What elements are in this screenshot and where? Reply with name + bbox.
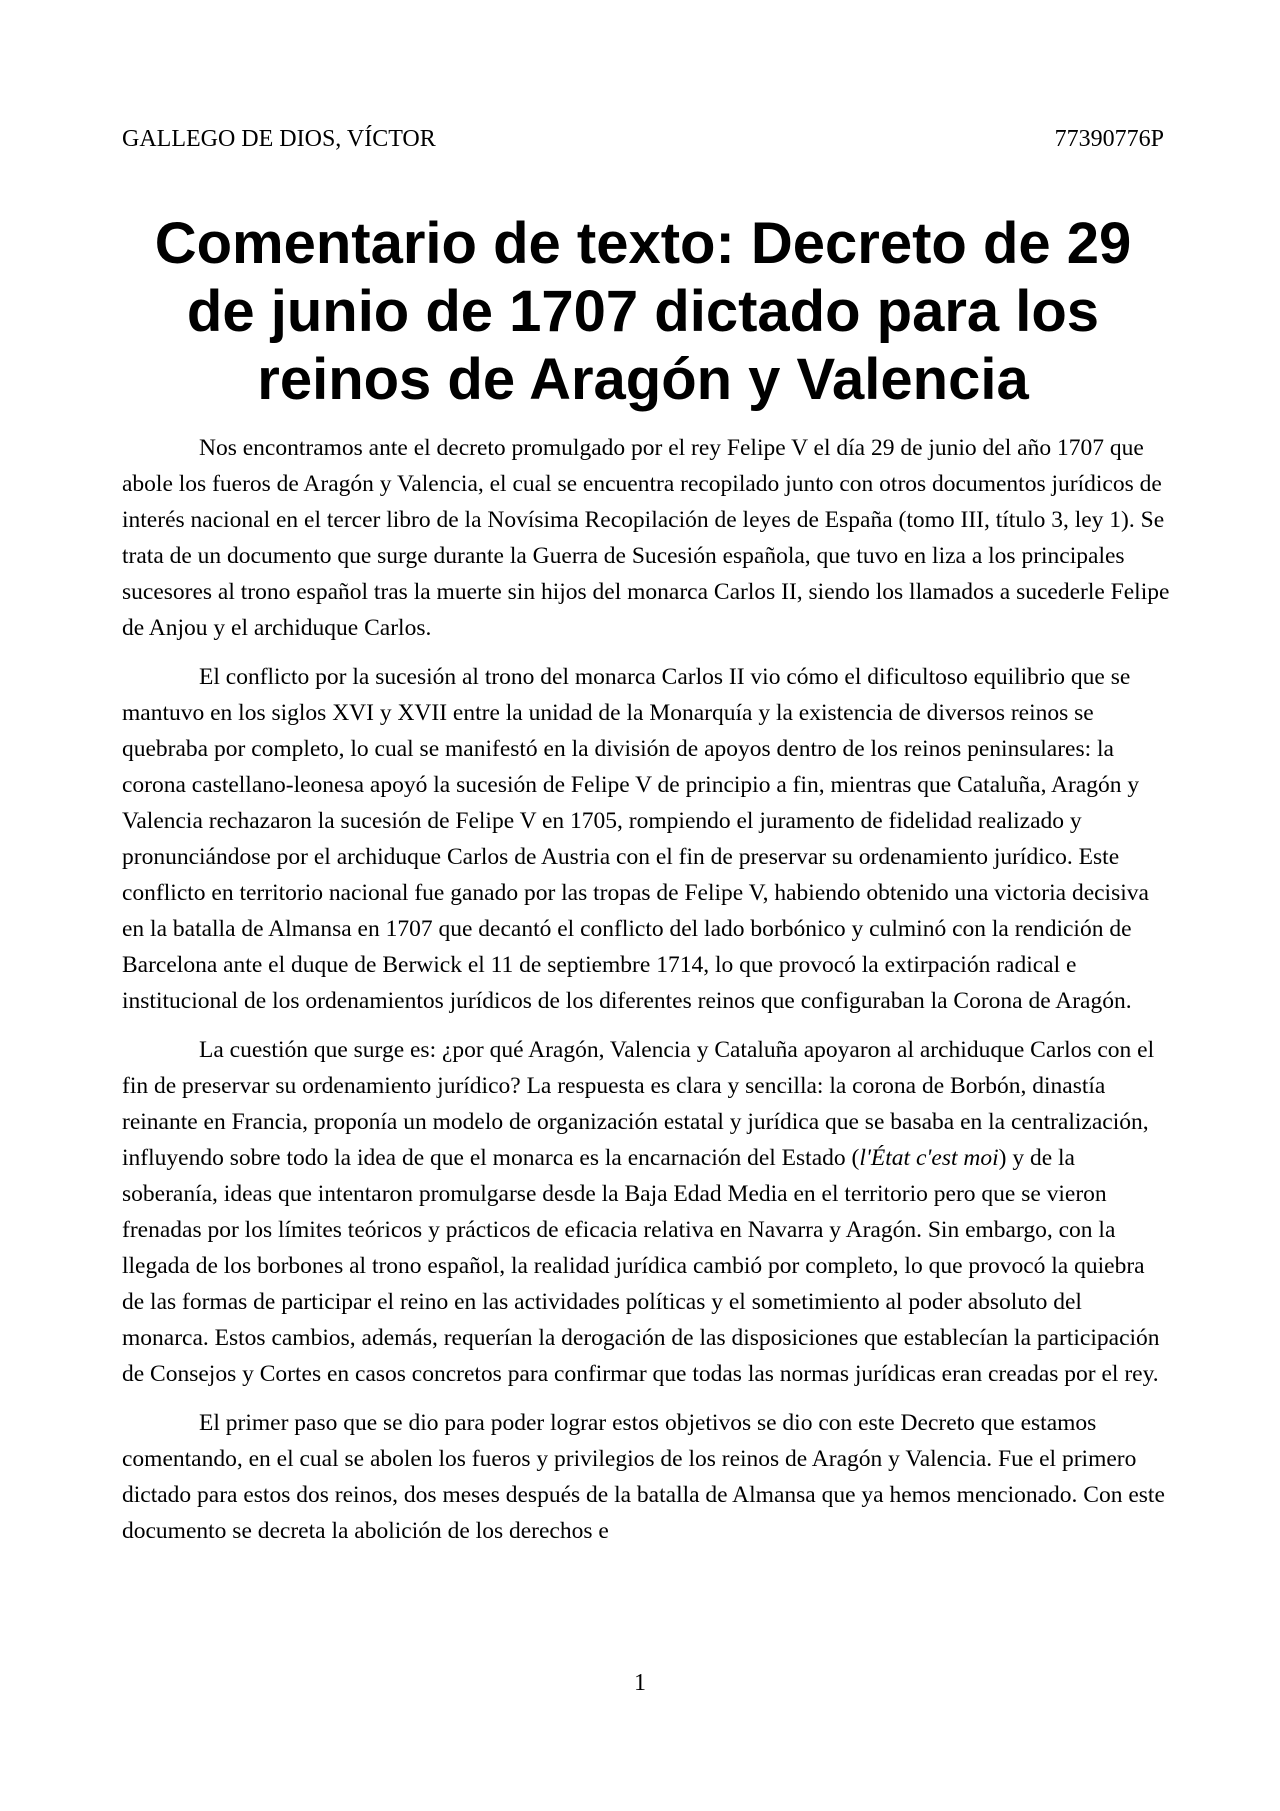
id-number: 77390776P	[1054, 126, 1164, 152]
paragraph-3-part-2: ) y de la soberanía, ideas que intentaron promulgarse desde la Baja Edad Media en el territorio pero que se vieron frenadas por los límites teóricos y prácticos de eficacia relativa en Navarra y Aragón. Sin embargo, con la llegada de los borbones al trono español, la realidad jurídica cambió por completo, lo que provocó la quiebra de las formas de participar el reino en las actividades políticas y el sometimiento al poder absoluto del monarca. Estos cambios, además, requerían la derogación de las disposiciones que establecían la participación de Consejos y Cortes en casos concretos para confirmar que todas las normas jurídicas eran creadas por el rey.	[122, 1145, 1160, 1387]
paragraph-3-part-1: La cuestión que surge es: ¿por qué Aragón, Valencia y Cataluña apoyaron al archiduque Carlos con el fin de preservar su ordenamiento jurídico? La respuesta es clara y sencilla: la corona de Borbón, dinastía reinante en Francia, proponía un modelo de organización estatal y jurídica que se basaba en la centralización, influyendo sobre todo la idea de que el monarca es la encarnación del Estado (	[122, 1037, 1155, 1171]
page-footer	[0, 1668, 1280, 1698]
paragraph-3-italic-phrase: l'État c'est moi	[859, 1145, 999, 1171]
author-name: GALLEGO DE DIOS, VÍCTOR	[122, 126, 436, 152]
paragraph-2: El conflicto por la sucesión al trono del monarca Carlos II vio cómo el dificultoso equilibrio que se mantuvo en los siglos XVI y XVII entre la unidad de la Monarquía y la existencia de diversos reinos se quebraba por completo, lo cual se manifestó en la división de apoyos dentro de los reinos peninsulares: la corona castellano-leonesa apoyó la sucesión de Felipe V de principio a fin, mientras que Cataluña, Aragón y Valencia rechazaron la sucesión de Felipe V en 1705, rompiendo el juramento de fidelidad realizado y pronunciándose por el archiduque Carlos de Austria con el fin de preservar su ordenamiento jurídico. Este conflicto en territorio nacional fue ganado por las tropas de Felipe V, habiendo obtenido una victoria decisiva en la batalla de Almansa en 1707 que decantó el conflicto del lado borbónico y culminó con la rendición de Barcelona ante el duque de Berwick el 11 de septiembre 1714, lo que provocó la extirpación radical e institucional de los ordenamientos jurídicos de los diferentes reinos que configuraban la Corona de Aragón.	[122, 664, 1149, 1014]
page-number: 1	[634, 1670, 646, 1696]
page-header	[122, 124, 1164, 154]
document-body	[122, 430, 1170, 1562]
paragraph-3	[122, 1032, 1170, 1392]
document-title: Comentario de texto: Decreto de 29 de junio de 1707 dictado para los reinos de Aragón y Valencia	[154, 211, 1132, 412]
paragraph-4: El primer paso que se dio para poder lograr estos objetivos se dio con este Decreto que estamos comentando, en el cual se abolen los fueros y privilegios de los reinos de Aragón y Valencia. Fue el primero dictado para estos dos reinos, dos meses después de la batalla de Almansa que ya hemos mencionado. Con este documento se decreta la abolición de los derechos e	[122, 1410, 1165, 1544]
paragraph-1: Nos encontramos ante el decreto promulgado por el rey Felipe V el día 29 de junio del año 1707 que abole los fueros de Aragón y Valencia, el cual se encuentra recopilado junto con otros documentos jurídicos de interés nacional en el tercer libro de la Novísima Recopilación de leyes de España (tomo III, título 3, ley 1). Se trata de un documento que surge durante la Guerra de Sucesión española, que tuvo en liza a los principales sucesores al trono español tras la muerte sin hijos del monarca Carlos II, siendo los llamados a sucederle Felipe de Anjou y el archiduque Carlos.	[122, 435, 1170, 641]
